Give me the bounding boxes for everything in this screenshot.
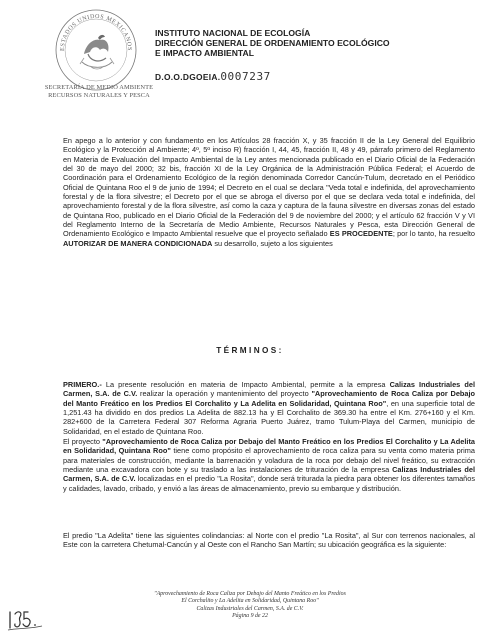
- p3-bold-project: "Aprovechamiento de Roca Caliza por Debajo del Manto Freático en los Predios El Corchalito y La Adelita en Solidaridad, Quintana Roo": [63, 437, 475, 456]
- paragraph-proyecto: [63, 437, 475, 493]
- p2-bold-project: "Aprovechamiento de Roca Caliza por Debajo del Manto Freático en los Predios El Corchalito y La Adelita en Solidaridad, Quintana Roo": [63, 389, 475, 408]
- institution-heading: [155, 28, 475, 58]
- institute-name: INSTITUTO NACIONAL DE ECOLOGÍA: [155, 28, 311, 38]
- p1-text-c: su desarrollo, sujeto a los siguientes: [212, 238, 333, 248]
- secretaria-caption: [14, 84, 184, 99]
- p1-bold-procedente: ES PROCEDENTE: [329, 229, 393, 239]
- footer-line3: Calizas Industriales del Carmen, S.A. de C.V.: [196, 605, 304, 612]
- paragraph-primero: [63, 380, 475, 436]
- seal-graphic: [54, 8, 138, 92]
- p2-text-a: La presente resolución en materia de Impacto Ambiental, permite a la empresa: [101, 380, 390, 389]
- p3-text-b: tiene como propósito el aprovechamiento de roca caliza para su venta como materia prima para materiales de construcción, mediante la barrenación y voladura de la roca por debajo del nivel freático, su extracción mediante una excavadora con bote y su traslado a las instalaciones de trituración de la empresa: [63, 446, 475, 475]
- page-footer: [0, 591, 500, 620]
- p1-bold-autorizar: AUTORIZAR DE MANERA CONDICIONADA: [63, 238, 213, 248]
- seal-text: ESTADOS UNIDOS MEXICANOS: [59, 13, 133, 52]
- p2-bold-primero: PRIMERO.-: [63, 380, 102, 389]
- direction-line2: E IMPACTO AMBIENTAL: [155, 48, 254, 58]
- footer-line1: "Aprovechamiento de Roca Caliza por Debajo del Manto Freático en los Predios: [154, 591, 346, 597]
- paragraph-legal-basis: [63, 136, 475, 248]
- paragraph-colindancias: El predio "La Adelita" tiene las siguientes colindancias: al Norte con el predio "La Rosita", al Sur con terrenos nacionales, al Este con la carretera Chetumal-Cancún y al Oeste con el Rancho San Martín; su ubicación geográfica es la siguiente:: [63, 531, 475, 550]
- p1-text-a: En apego a lo anterior y con fundamento en los Artículos 28 fracción X, y 35 fracción II de la Ley General del Equilibrio Ecológico y la Protección al Ambiente; 4º, 5º inciso R) fracción I, 44, 45, fracción II, 48 y 49, párrafo primero del Reglamento en Materia de Evaluación del Impacto Ambiental de la Ley antes mencionada publicado en el Diario Oficial de la Federación del 30 de mayo del 2000; 32 bis, fracción XI de la Ley Orgánica de la Administración Pública Federal; el Acuerdo de Coordinación para el Ordenamiento Ecológico de la región denominada Corredor Cancún-Tulum, decretado en el Periódico Oficial de Quintana Roo el 9 de junio de 1994; el Decreto en el cual se declara "Veda total e indefinida, del aprovechamiento forestal y de la flora silvestre; el Decreto por el que se abroga el diverso por el que se declara veda total e indefinida, del aprovechamiento forestal y de la flora silvestre, así como la caza y captura de la fauna silvestre en diversas zonas del estado de Quintana Roo, publicado en el Diario Oficial de la Federación del 9 de noviembre del 2000; y el artículo 62 fracción V y VI del Reglamento Interno de la Secretaría de Medio Ambiente, Recursos Naturales y Pesca, esta Dirección General de Ordenamiento Ecológico e Impacto Ambiental resuelve que el proyecto señalado: [63, 136, 475, 239]
- footer-page-number: Página 9 de 22: [232, 612, 268, 619]
- secretaria-line2: RECURSOS NATURALES Y PESCA: [48, 91, 150, 99]
- direction-line1: DIRECCIÓN GENERAL DE ORDENAMIENTO ECOLÓGICO: [155, 38, 390, 48]
- p1-text-b: ; por lo tanto, ha resuelto: [392, 229, 475, 239]
- footer-line2: El Corchalito y La Adelita en Solidaridad, Quintana Roo": [181, 598, 319, 605]
- p2-bold-company: Calizas Industriales del Carmen, S.A. de C.V.: [63, 380, 475, 399]
- secretaria-line1: SECRETARÍA DE MEDIO AMBIENTE: [44, 84, 154, 91]
- folio-label: D.O.O.DGOEIA.: [155, 72, 221, 82]
- p3-text-a: El proyecto: [63, 437, 103, 446]
- handwritten-page-mark: [6, 604, 48, 632]
- folio-reference: [155, 70, 271, 83]
- mexican-coat-of-arms-seal: [54, 8, 138, 92]
- terminos-heading: TÉRMINOS:: [216, 346, 284, 355]
- p2-text-c: , en una superficie total de 1,251.43 ha dividido en dos predios La Adelita de 882.13 ha y El Corchalito de 369.30 ha entre el Km. 276+160 y el Km. 282+600 de la Carretera Federal 307 Reforma Agraria Puerto Juárez, tramo Tulum-Playa del Carmen, municipio de Solidaridad, en el estado de Quintana Roo.: [63, 398, 475, 436]
- p3-text-c: localizadas en el predio "La Rosita", donde será triturada la piedra para obtener los diferentes tamaños y calidades, lavado, cribado, y envió a las áreas de almacenamiento, previo su embarque y distribución.: [63, 474, 476, 493]
- p2-text-b: realizar la operación y mantenimiento del proyecto: [137, 389, 312, 399]
- folio-number: 0007237: [220, 70, 271, 83]
- p3-bold-company: Calizas Industriales del Carmen, S.A. de C.V.: [63, 465, 476, 484]
